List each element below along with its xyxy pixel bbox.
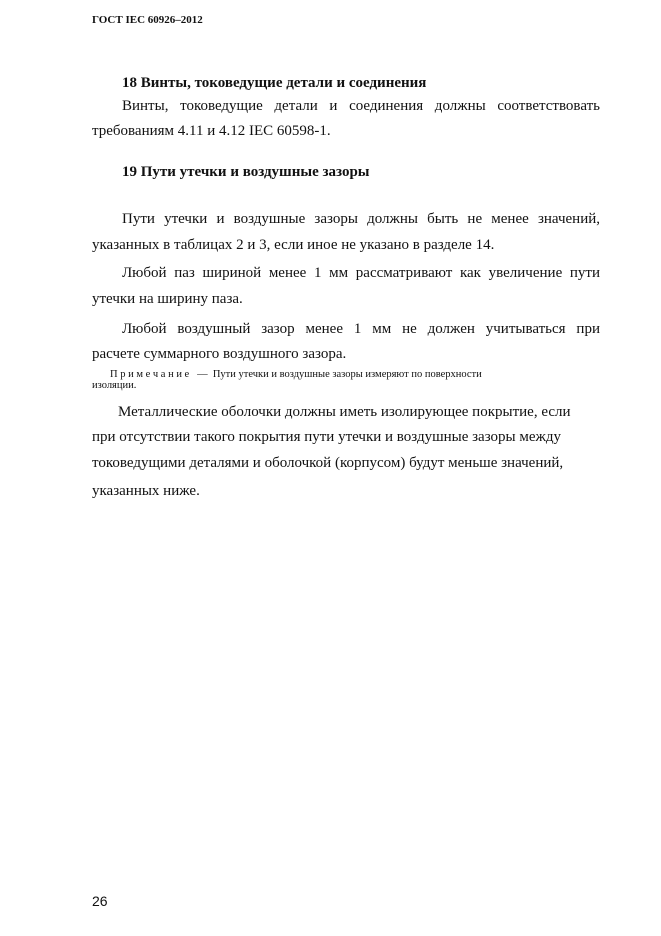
paragraph-line: Любой паз шириной менее 1 мм рассматривают как увеличение пути bbox=[122, 265, 600, 281]
paragraph-line: указанных в таблицах 2 и 3, если иное не указано в разделе 14. bbox=[92, 237, 495, 253]
paragraph-line: токоведущими деталями и оболочкой (корпусом) будут меньше значений, bbox=[92, 455, 564, 471]
note-line: изоляции. bbox=[92, 380, 137, 391]
paragraph-line: при отсутствии такого покрытия пути утечки и воздушные зазоры между bbox=[92, 429, 562, 445]
paragraph-line: утечки на ширину паза. bbox=[92, 291, 243, 307]
paragraph-line: Металлические оболочки должны иметь изолирующее покрытие, если bbox=[118, 404, 571, 420]
note-line: П р и м е ч а н и е — Пути утечки и воздушные зазоры измеряют по поверхности bbox=[110, 369, 482, 380]
paragraph-line: Пути утечки и воздушные зазоры должны быть не менее значений, bbox=[122, 211, 600, 227]
paragraph-line: указанных ниже. bbox=[92, 483, 200, 499]
paragraph-line: Любой воздушный зазор менее 1 мм не должен учитываться при bbox=[122, 321, 600, 337]
section-19-title: 19 Пути утечки и воздушные зазоры bbox=[122, 164, 370, 180]
page-number: 26 bbox=[92, 893, 108, 909]
paragraph-line: требованиям 4.11 и 4.12 IEC 60598-1. bbox=[92, 123, 331, 139]
section-18-title: 18 Винты, токоведущие детали и соединения bbox=[122, 75, 427, 91]
document-header: ГОСТ IEC 60926–2012 bbox=[92, 14, 203, 26]
paragraph-line: расчете суммарного воздушного зазора. bbox=[92, 346, 347, 362]
paragraph-line: Винты, токоведущие детали и соединения должны соответствовать bbox=[122, 98, 600, 114]
